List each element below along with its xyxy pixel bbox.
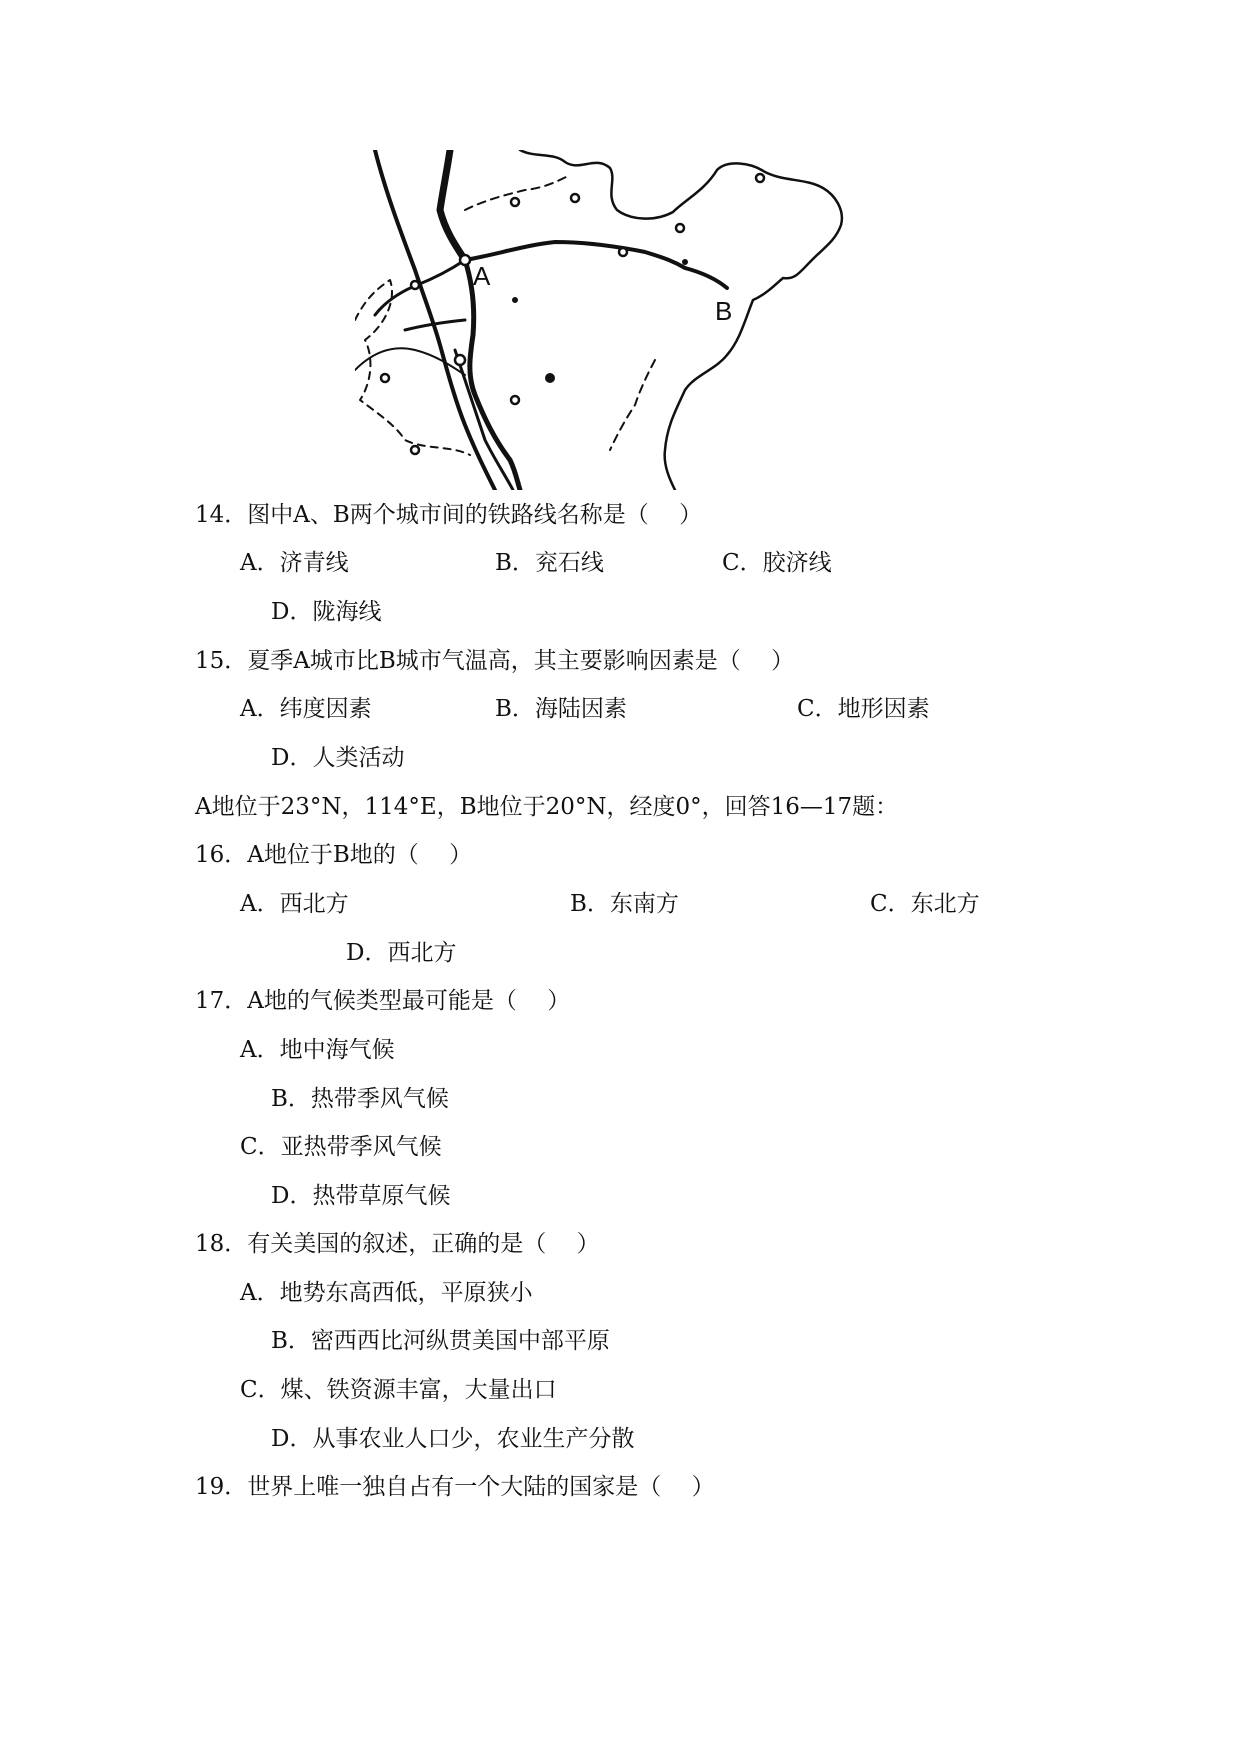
question-18-option-a: A．地势东高西低，平原狭小 [240,1280,533,1306]
coastline [520,150,842,490]
city-dot [512,297,518,303]
question-16-17-intro: A地位于23°N，114°E，B地位于20°N，经度0°，回答16—17题： [195,794,899,820]
question-16-option-b: B．东南方 [570,891,679,917]
city-marker [511,198,519,206]
question-18-option-b: B．密西西比河纵贯美国中部平原 [271,1328,610,1354]
city-dot [682,259,688,265]
question-14-option-a: A．济青线 [240,550,349,576]
question-17-option-a: A．地中海气候 [240,1037,395,1063]
question-16-option-c: C．东北方 [870,891,980,917]
question-14-option-d: D．陇海线 [271,599,382,625]
boundary-south [610,360,655,450]
city-marker [381,374,389,382]
question-17-option-d: D．热带草原气候 [271,1183,451,1209]
railway-north-south [375,150,495,490]
city-dot [545,373,555,383]
question-16-option-d: D．西北方 [346,940,457,966]
question-15-option-c: C．地形因素 [797,696,930,722]
question-15-option-a: A．纬度因素 [240,696,372,722]
question-19-stem: 19．世界上唯一独自占有一个大陆的国家是（ ） [195,1474,715,1500]
railway-a-to-b [465,242,727,288]
question-17-stem: 17．A地的气候类型最可能是（ ） [195,988,571,1014]
city-marker [571,194,579,202]
question-14-stem: 14．图中A、B两个城市间的铁路线名称是（ ） [195,502,703,528]
city-marker [676,224,684,232]
city-marker [460,255,470,265]
city-marker [619,248,627,256]
question-14-option-c: C．胶济线 [722,550,832,576]
city-marker [455,355,465,365]
question-15-option-d: D．人类活动 [271,745,405,771]
shandong-railway-map [355,150,915,490]
question-18-option-c: C．煤、铁资源丰富，大量出口 [240,1377,557,1403]
city-marker [411,281,419,289]
question-14-option-b: B．兖石线 [495,550,604,576]
railway-beijing [440,150,465,260]
city-marker [756,174,764,182]
question-17-option-b: B．热带季风气候 [271,1086,449,1112]
question-15-option-b: B．海陆因素 [495,696,627,722]
city-marker [511,396,519,404]
question-17-option-c: C．亚热带季风气候 [240,1134,442,1160]
city-marker [411,446,419,454]
label-a: A [473,261,491,291]
question-16-stem: 16．A地位于B地的（ ） [195,842,473,868]
question-18-stem: 18．有关美国的叙述，正确的是（ ） [195,1231,600,1257]
question-18-option-d: D．从事农业人口少，农业生产分散 [271,1426,635,1452]
label-b: B [715,296,733,326]
question-16-option-a: A．西北方 [240,891,349,917]
question-15-stem: 15．夏季A城市比B城市气温高，其主要影响因素是（ ） [195,648,795,674]
